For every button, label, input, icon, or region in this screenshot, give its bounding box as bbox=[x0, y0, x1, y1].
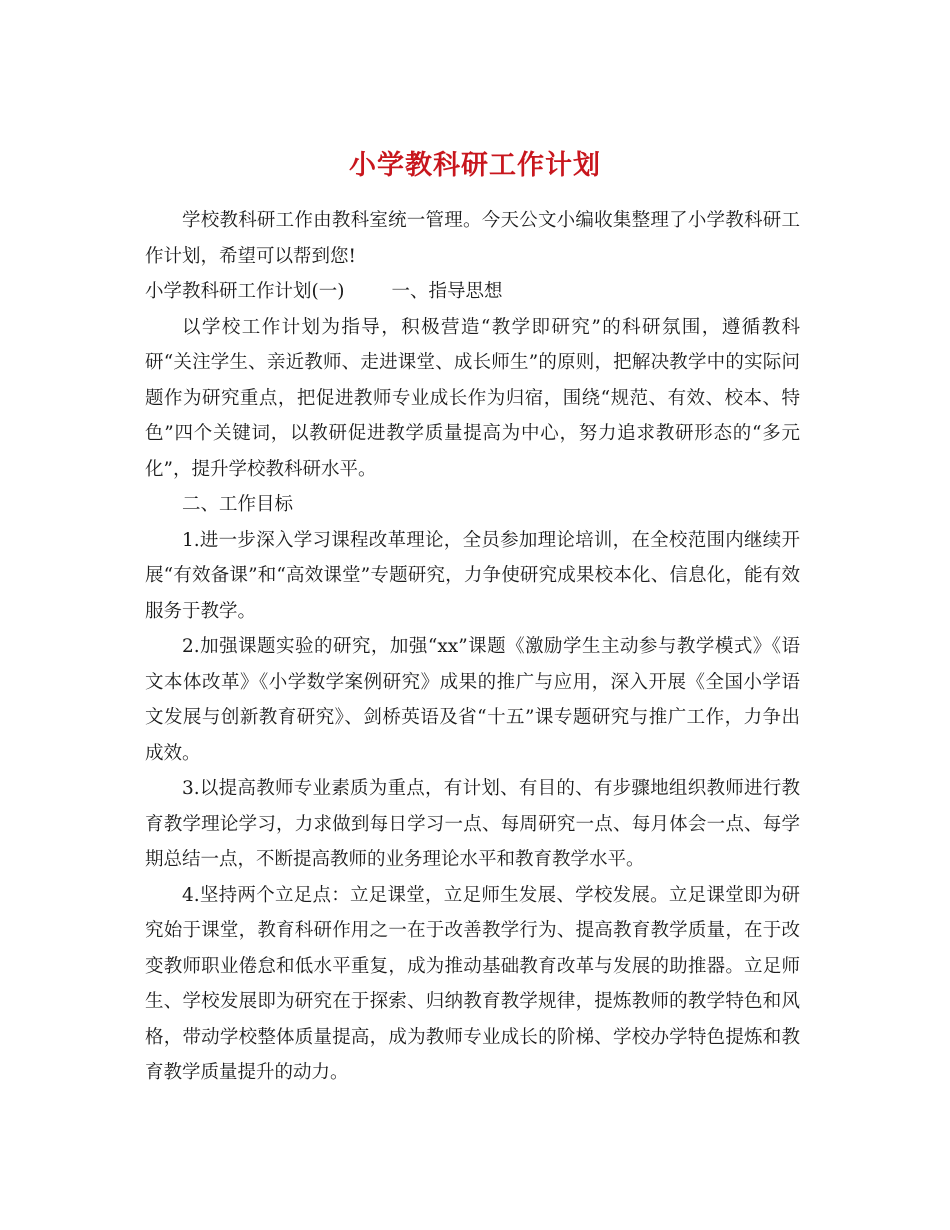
intro-paragraph: 学校教科研工作由教科室统一管理。今天公文小编收集整理了小学教科研工作计划，希望可以帮到您! bbox=[145, 210, 800, 267]
page-title: 小学教科研工作计划 bbox=[349, 150, 601, 182]
goal-1-paragraph: 1.进一步深入学习课程改革理论，全员参加理论培训，在全校范围内继续开展“有效备课”和“高效课堂”专题研究，力争使研究成果校本化、信息化，能有效服务于教学。 bbox=[145, 529, 800, 622]
guiding-thought-paragraph: 以学校工作计划为指导，积极营造“教学即研究”的科研氛围，遵循教科研“关注学生、亲近教师、走进课堂、成长师生”的原则，把解决教学中的实际问题作为研究重点，把促进教师专业成长作为归宿，围绕“规范、有效、校本、特色”四个关键词，以教研促进教学质量提高为中心，努力追求教研形态的“多元化”，提升学校教科研水平。 bbox=[145, 316, 800, 480]
plan-heading: 小学教科研工作计划(一) 一、指导思想 bbox=[145, 281, 503, 302]
goals-heading: 二、工作目标 bbox=[182, 494, 294, 515]
goal-2-paragraph: 2.加强课题实验的研究，加强“xx”课题《激励学生主动参与教学模式》《语文本体改革》《小学数学案例研究》成果的推广与应用，深入开展《全国小学语文发展与创新教育研究》、剑桥英语及省“十五”课专题研究与推广工作，力争出成效。 bbox=[145, 636, 800, 764]
goal-3-paragraph: 3.以提高教师专业素质为重点，有计划、有目的、有步骤地组织教师进行教育教学理论学习，力求做到每日学习一点、每周研究一点、每月体会一点、每学期总结一点，不断提高教师的业务理论水平和教育教学水平。 bbox=[145, 778, 800, 870]
document-body bbox=[145, 203, 800, 1091]
goal-4-paragraph: 4.坚持两个立足点：立足课堂，立足师生发展、学校发展。立足课堂即为研究始于课堂，教育科研作用之一在于改善教学行为、提高教育教学质量，在于改变教师职业倦怠和低水平重复，成为推动基础教育改革与发展的助推器。立足师生、学校发展即为研究在于探索、归纳教育教学规律，提炼教师的教学特色和风格，带动学校整体质量提高，成为教师专业成长的阶梯、学校办学特色提炼和教育教学质量提升的动力。 bbox=[145, 884, 800, 1083]
